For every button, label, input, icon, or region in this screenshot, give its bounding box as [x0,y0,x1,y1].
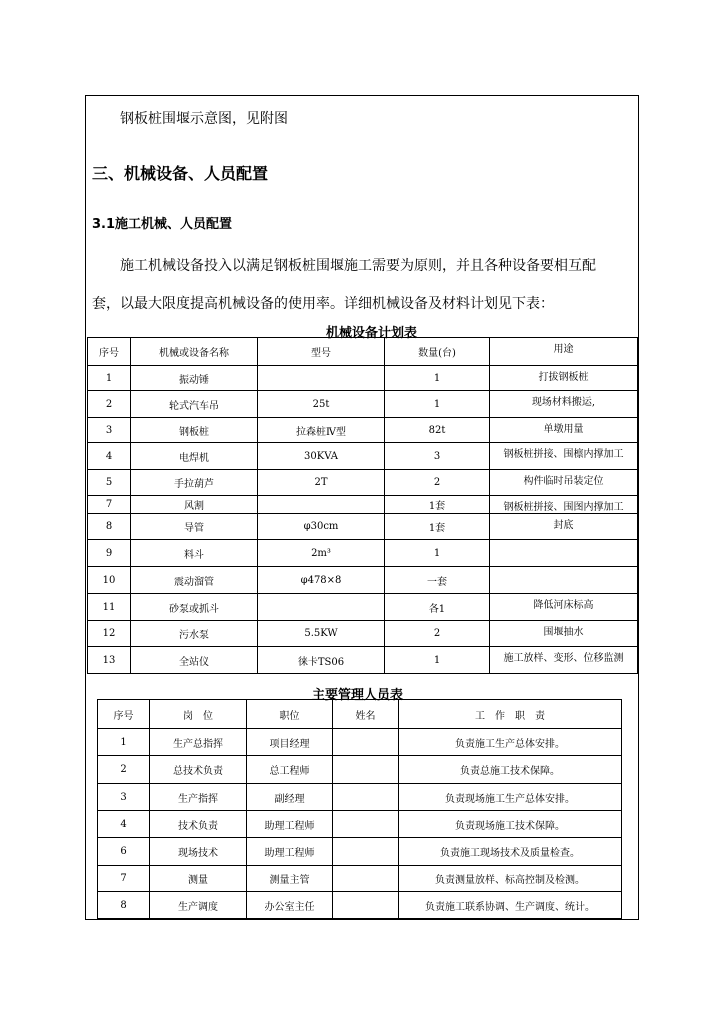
table-cell: 办公室主任 [247,892,333,919]
table-row [88,366,638,391]
staff-table-caption: 主要管理人员表 [312,688,404,703]
table-cell: 2 [88,391,131,418]
table-cell: 3 [98,784,150,811]
staff-table-body [98,700,622,919]
table-cell: 4 [88,443,131,470]
table-cell: 负责施工生产总体安排。 [399,729,622,756]
table-cell: 12 [88,621,131,647]
table-cell: φ478×8 [258,567,385,594]
table-cell: 风割 [131,496,258,514]
table-cell: 7 [88,496,131,514]
table-row [88,621,638,647]
table-cell: 负责现场施工生产总体安排。 [399,784,622,811]
table-cell: 电焊机 [131,443,258,470]
table-cell: 4 [98,811,150,838]
table-cell: 总技术负责 [150,756,247,784]
table-cell: φ30cm [258,514,385,540]
table-cell: 打拔钢板桩 [490,366,638,391]
table-cell: 负责测量放样、标高控制及检测。 [399,866,622,892]
table-cell: 现场技术 [150,838,247,866]
table-row [98,729,622,756]
table-cell: 1 [385,647,490,674]
table-cell: 82t [385,418,490,443]
table-cell: 单墩用量 [490,418,638,443]
table-cell: 1 [385,366,490,391]
table-cell: 钢板桩 [131,418,258,443]
table-cell: 副经理 [247,784,333,811]
header-row [98,700,622,729]
header-cell: 姓名 [333,700,399,729]
equipment-table [87,337,638,674]
table-cell: 30KVA [258,443,385,470]
table-cell: 3 [88,418,131,443]
table-cell: 2 [385,470,490,496]
table-cell: 降低河床标高 [490,594,638,621]
table-row [88,418,638,443]
table-cell: 施工放样、变形、位移监测 [490,647,638,674]
table-cell [333,756,399,784]
table-cell: 总工程师 [247,756,333,784]
table-cell [490,567,638,594]
table-cell: 7 [98,866,150,892]
table-cell: 手拉葫芦 [131,470,258,496]
table-cell: 5 [88,470,131,496]
header-cell: 序号 [98,700,150,729]
table-cell: 9 [88,540,131,567]
table-cell: 徕卡TS06 [258,647,385,674]
table-cell: 一套 [385,567,490,594]
table-cell [490,540,638,567]
table-cell [333,866,399,892]
table-cell: 1 [98,729,150,756]
table-cell: 轮式汽车吊 [131,391,258,418]
table-cell: 振动锤 [131,366,258,391]
table-cell: 负责现场施工技术保障。 [399,811,622,838]
table-cell: 11 [88,594,131,621]
table-cell [258,366,385,391]
table-row [88,567,638,594]
table-cell: 10 [88,567,131,594]
table-cell: 导管 [131,514,258,540]
table-cell: 2m³ [258,540,385,567]
table-row [88,470,638,496]
header-cell: 岗 位 [150,700,247,729]
table-cell: 3 [385,443,490,470]
header-cell: 职位 [247,700,333,729]
table-row [98,811,622,838]
table-cell: 各1 [385,594,490,621]
header-cell: 数量(台) [385,338,490,366]
header-cell: 机械或设备名称 [131,338,258,366]
table-cell: 负责施工现场技术及质量检查。 [399,838,622,866]
table-row [88,594,638,621]
table-row [88,540,638,567]
table-cell: 助理工程师 [247,811,333,838]
table-cell [333,784,399,811]
table-cell [333,892,399,919]
table-cell: 2T [258,470,385,496]
table-row [98,866,622,892]
equipment-table-body [88,338,638,674]
table-cell: 6 [98,838,150,866]
table-cell: 1 [385,540,490,567]
staff-table [97,699,622,919]
table-cell: 1 [385,391,490,418]
table-cell: 污水泵 [131,621,258,647]
table-cell: 项目经理 [247,729,333,756]
table-row [98,784,622,811]
table-cell: 技术负责 [150,811,247,838]
table-cell [258,594,385,621]
table-cell: 钢板桩拼接、围檩内撑加工 [490,443,638,470]
intro-line: 钢板桩围堰示意图，见附图 [120,111,288,127]
table-cell: 8 [98,892,150,919]
table-cell: 2 [98,756,150,784]
header-cell: 工 作 职 责 [399,700,622,729]
header-cell: 型号 [258,338,385,366]
table-cell: 封底 [490,514,638,540]
table-row [98,756,622,784]
table-cell: 全站仪 [131,647,258,674]
table-cell: 生产指挥 [150,784,247,811]
paragraph-line-2: 套，以最大限度提高机械设备的使用率。详细机械设备及材料计划见下表： [92,296,554,312]
table-cell: 8 [88,514,131,540]
table-cell: 震动溜管 [131,567,258,594]
subsection-heading [92,213,232,232]
table-cell: 构件临时吊装定位 [490,470,638,496]
table-cell: 测量 [150,866,247,892]
table-cell: 砂泵或抓斗 [131,594,258,621]
table-cell: 围堰抽水 [490,621,638,647]
subsection-number: 3.1 [92,217,116,232]
table-row [88,496,638,514]
table-cell: 1 [88,366,131,391]
table-cell: 1套 [385,496,490,514]
table-cell: 拉森桩Ⅳ型 [258,418,385,443]
table-cell: 生产调度 [150,892,247,919]
table-cell: 5.5KW [258,621,385,647]
table-cell: 负责总施工技术保障。 [399,756,622,784]
table-row [88,443,638,470]
table-cell [333,811,399,838]
table-cell: 25t [258,391,385,418]
table-row [88,514,638,540]
table-cell: 助理工程师 [247,838,333,866]
table-row [98,892,622,919]
table-cell: 钢板桩拼接、围图内撑加工 [490,496,638,514]
header-cell: 序号 [88,338,131,366]
section-title: 三、机械设备、人员配置 [92,164,269,183]
table-cell [333,729,399,756]
table-cell: 负责施工联系协调、生产调度、统计。 [399,892,622,919]
subsection-title: 施工机械、人员配置 [115,217,233,232]
table-row [88,391,638,418]
table-cell: 现场材料搬运, [490,391,638,418]
equipment-table-caption: 机械设备计划表 [326,326,418,341]
table-cell: 2 [385,621,490,647]
table-cell: 1套 [385,514,490,540]
table-cell: 13 [88,647,131,674]
table-cell [333,838,399,866]
table-cell [258,496,385,514]
table-cell: 测量主管 [247,866,333,892]
table-row [88,647,638,674]
table-row [98,838,622,866]
header-row [88,338,638,366]
header-cell: 用途 [490,338,638,366]
table-cell: 生产总指挥 [150,729,247,756]
paragraph-line-1: 施工机械设备投入以满足钢板桩围堰施工需要为原则，并且各种设备要相互配 [120,258,596,274]
table-cell: 料斗 [131,540,258,567]
